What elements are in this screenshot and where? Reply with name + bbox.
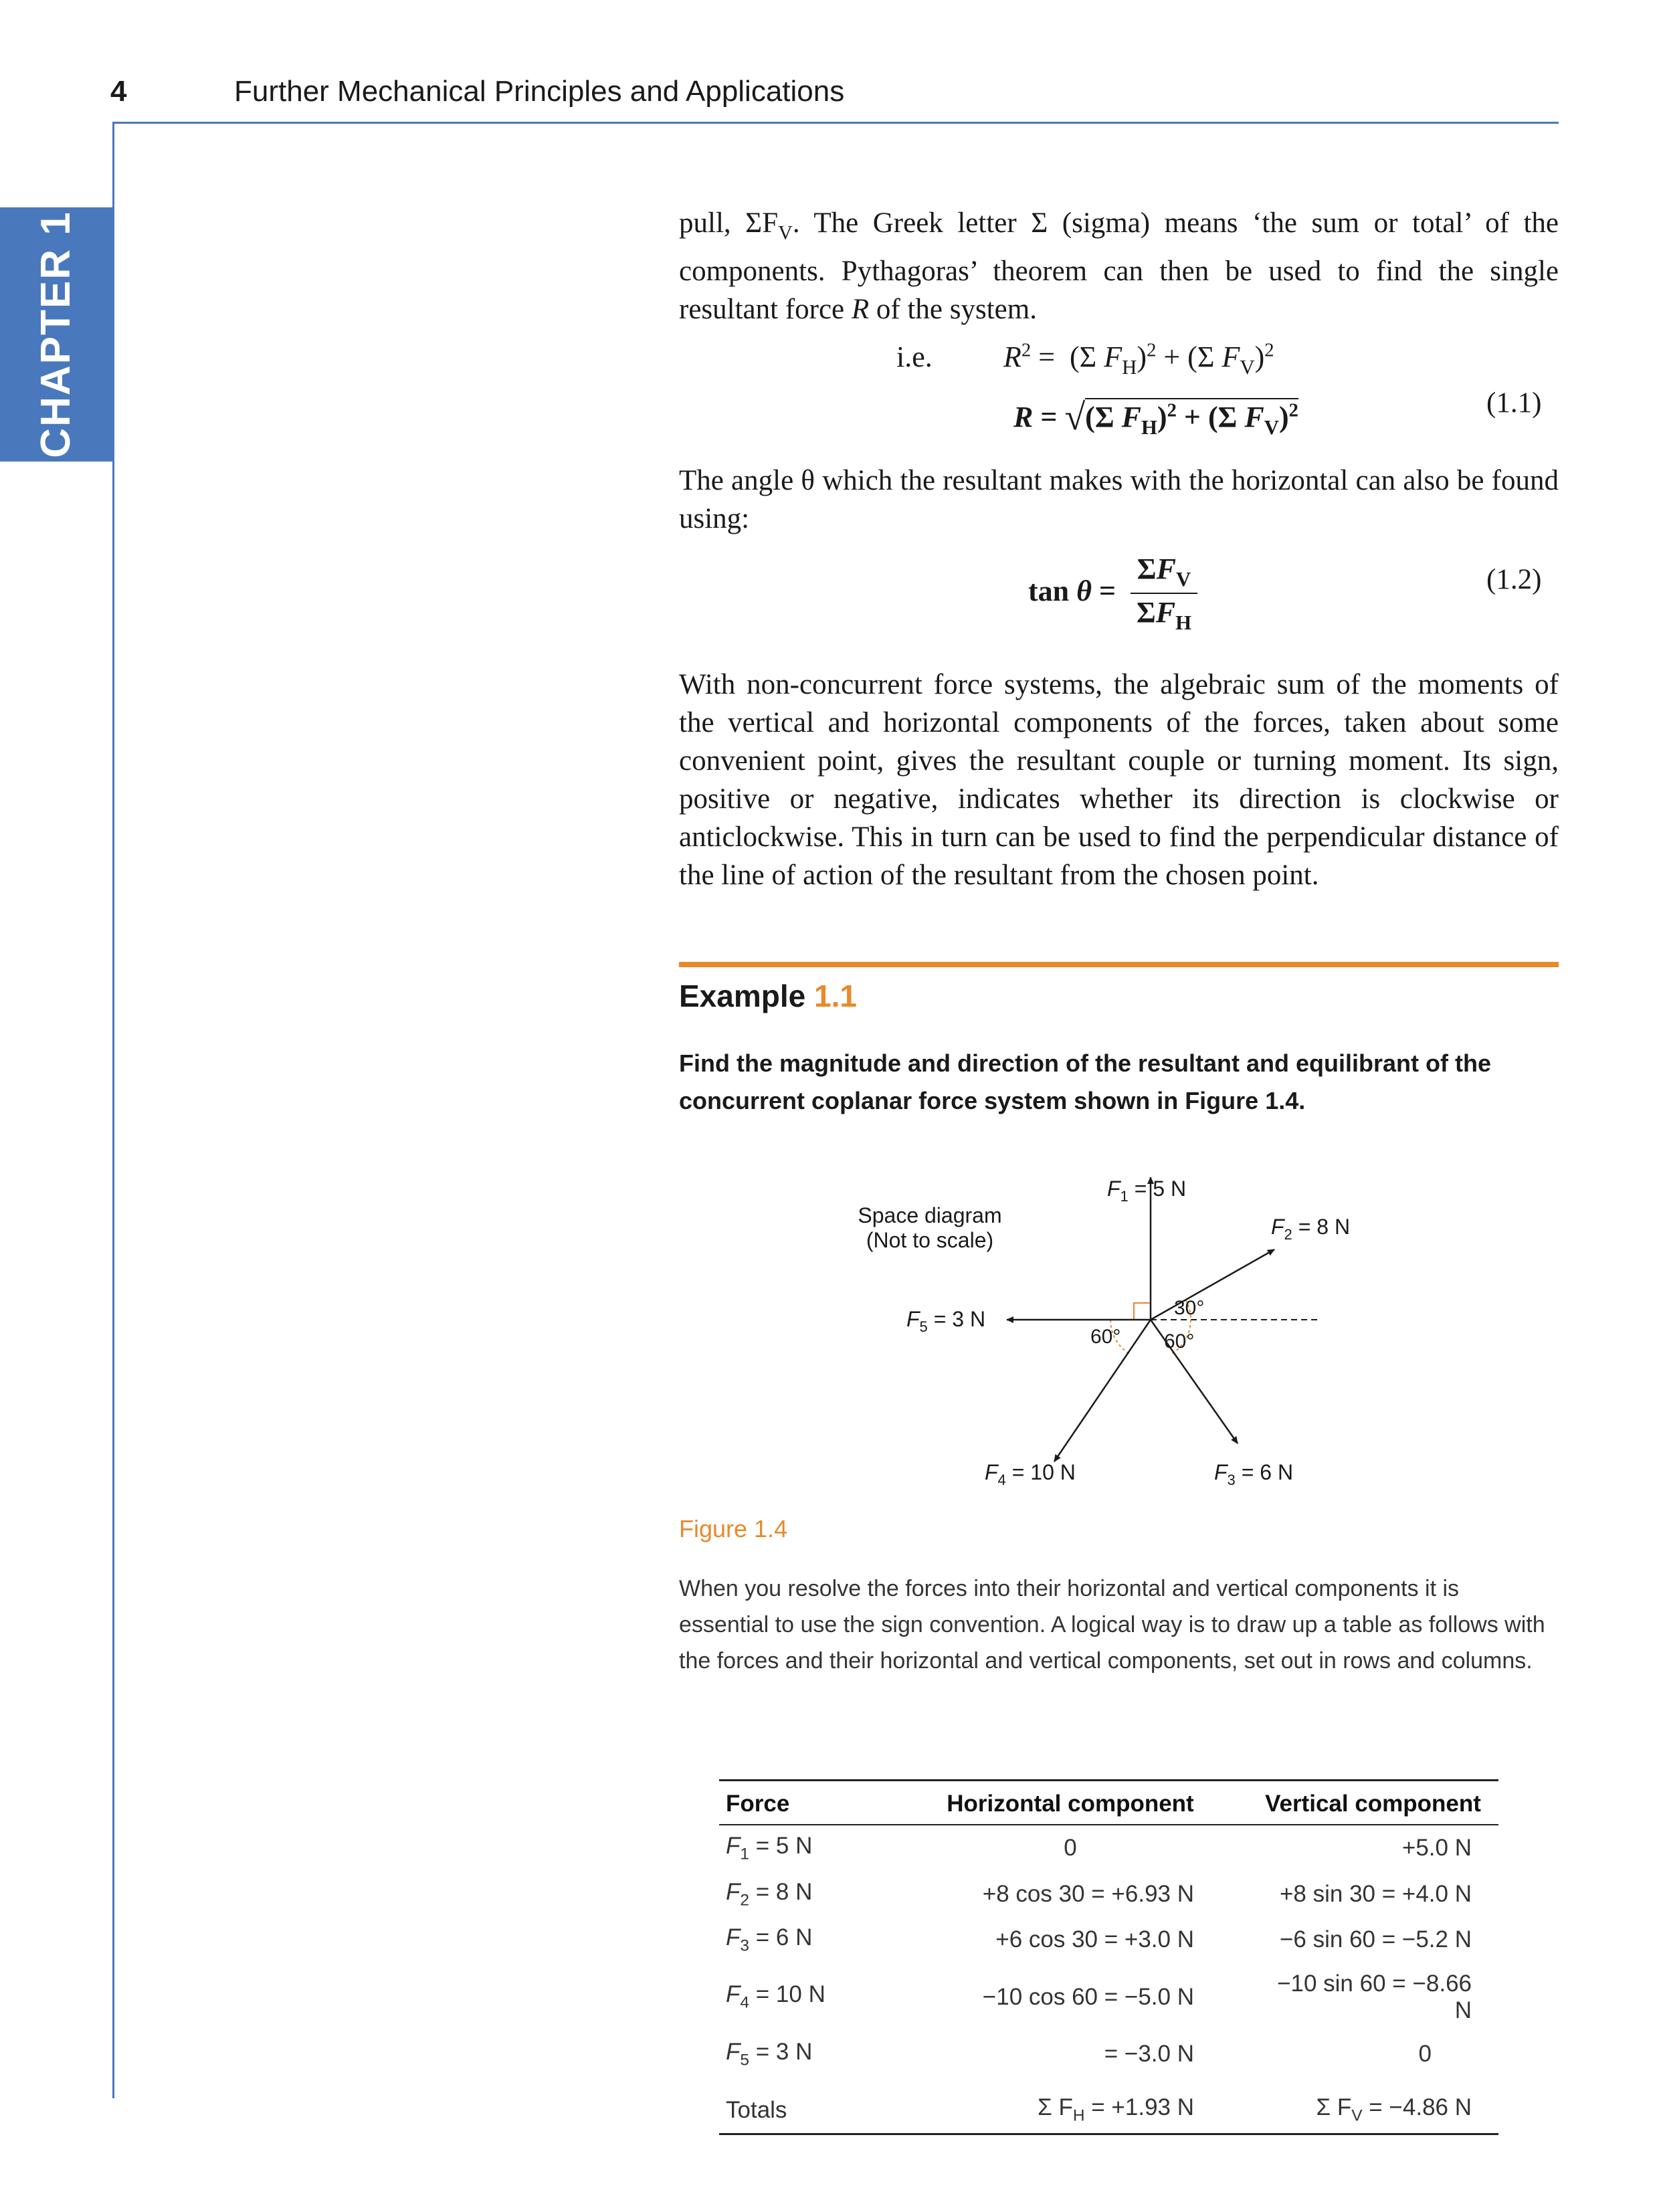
label-f2: $F_2 = 8$ N <box>1271 1215 1351 1243</box>
totals-vertical: Σ $F_V = -4.86$ N <box>1316 2094 1472 2125</box>
label-f3: $F_3 = 6$ N <box>1214 1460 1294 1488</box>
equation-number-1: (1.1) <box>1486 387 1542 419</box>
right-angle-marker <box>1134 1303 1151 1320</box>
horizontal-cell: −10 cos 60 = −5.0 N <box>982 1983 1194 2010</box>
table-row <box>719 1963 1498 2031</box>
space-diagram <box>816 1164 1418 1498</box>
vertical-cell: −6 sin 60 = −5.2 N <box>1279 1926 1472 1953</box>
header-force: Force <box>726 1791 790 1817</box>
header-horizontal: Horizontal component <box>947 1791 1194 1817</box>
vertical-cell: 0 <box>1418 2040 1432 2067</box>
components-table <box>719 1779 1498 2135</box>
label-f5: $F_5 = 3$ N <box>906 1307 986 1335</box>
equation-1b: R = √(Σ $F_H)^2 + (\Sigma$ $F_V)^2$ <box>1013 397 1298 439</box>
ie-label: i.e. <box>896 340 933 373</box>
header-vertical: Vertical component <box>1265 1791 1481 1817</box>
margin-rule <box>112 122 114 2098</box>
table-totals-row <box>719 2077 1498 2134</box>
example-rule <box>679 962 1559 967</box>
angle-label-60-left: 60° <box>1090 1326 1121 1348</box>
figure-caption: Figure 1.4 <box>679 1515 788 1542</box>
equation-1a: $R^2 = (\Sigma$ $F_H)^2 + (\Sigma$ $F_V)^2$ <box>1003 340 1274 379</box>
horizontal-cell: +6 cos 30 = +3.0 N <box>995 1926 1194 1953</box>
equation-2: tan θ = <box>1028 575 1116 607</box>
paragraph-1: pull, $\Sigma F_V$. The Greek letter Σ (sigma) means ‘the sum or total’ of the components. Pythagoras’ theorem can then be used to find the single resultant force R of the system. <box>679 207 1559 325</box>
table-row <box>719 2031 1498 2078</box>
horizontal-cell: = −3.0 N <box>1104 2040 1194 2067</box>
header-rule <box>112 122 1559 124</box>
diagram-title-line1: Space diagram <box>858 1203 1002 1227</box>
example-title: Example 1.1 <box>679 979 857 1013</box>
equation-2-fraction: $\Sigma F_V$ $\Sigma F_H$ <box>1131 552 1197 635</box>
label-f4: $F_4 = 10$ N <box>985 1460 1076 1488</box>
chapter-label: CHAPTER 1 <box>33 211 79 458</box>
force-cell: $F_1 = 5$ N <box>726 1833 813 1864</box>
totals-horizontal: Σ $F_H = +1.93$ N <box>1038 2094 1194 2125</box>
diagram-title-line2: (Not to scale) <box>866 1228 994 1252</box>
paragraph-4: When you resolve the forces into their horizontal and vertical components it is essential to use the sign convention. A logical way is to draw up a table as follows with the forces and their horizontal and vertical components, set out in rows and columns. <box>679 1576 1545 1674</box>
table-header-row <box>719 1781 1498 1825</box>
totals-label: Totals <box>726 2096 787 2123</box>
vertical-cell: −10 sin 60 = −8.66 N <box>1277 1970 1472 2023</box>
paragraph-3: With non-concurrent force systems, the algebraic sum of the moments of the vertical and horizontal components of the forces, taken about some convenient point, gives the resultant couple or turning moment. Its sign, positive or negative, indicates whether its direction is clockwise or anticlockwise. This in turn can be used to find the perpendicular distance of the line of action of the resultant from the chosen point. <box>679 669 1559 891</box>
table-row <box>719 1825 1498 1872</box>
table-row <box>719 1917 1498 1963</box>
force-cell: $F_4 = 10$ N <box>726 1981 825 2012</box>
vertical-cell: +5.0 N <box>1401 1835 1472 1862</box>
force-f2-arrow <box>1151 1249 1274 1320</box>
horizontal-cell: +8 cos 30 = +6.93 N <box>982 1880 1194 1907</box>
paragraph-2: The angle θ which the resultant makes with the horizontal can also be found using: <box>679 465 1559 534</box>
equation-number-2: (1.2) <box>1486 564 1542 595</box>
force-cell: $F_5 = 3$ N <box>726 2038 813 2070</box>
running-head: Further Mechanical Principles and Applications <box>234 75 845 108</box>
label-f1: $F_1 = 5$ N <box>1107 1177 1187 1205</box>
table-row <box>719 1872 1498 1918</box>
page-number: 4 <box>110 75 127 108</box>
horizontal-cell: 0 <box>1064 1835 1077 1862</box>
force-cell: $F_3 = 6$ N <box>726 1924 813 1955</box>
example-task: Find the magnitude and direction of the resultant and equilibrant of the concurrent coplanar force system shown in Figure 1.4. <box>679 1049 1492 1114</box>
angle-label-30: 30° <box>1174 1297 1205 1319</box>
force-cell: $F_2 = 8$ N <box>726 1878 813 1910</box>
vertical-cell: +8 sin 30 = +4.0 N <box>1279 1880 1472 1907</box>
angle-label-60-right: 60° <box>1164 1330 1195 1352</box>
